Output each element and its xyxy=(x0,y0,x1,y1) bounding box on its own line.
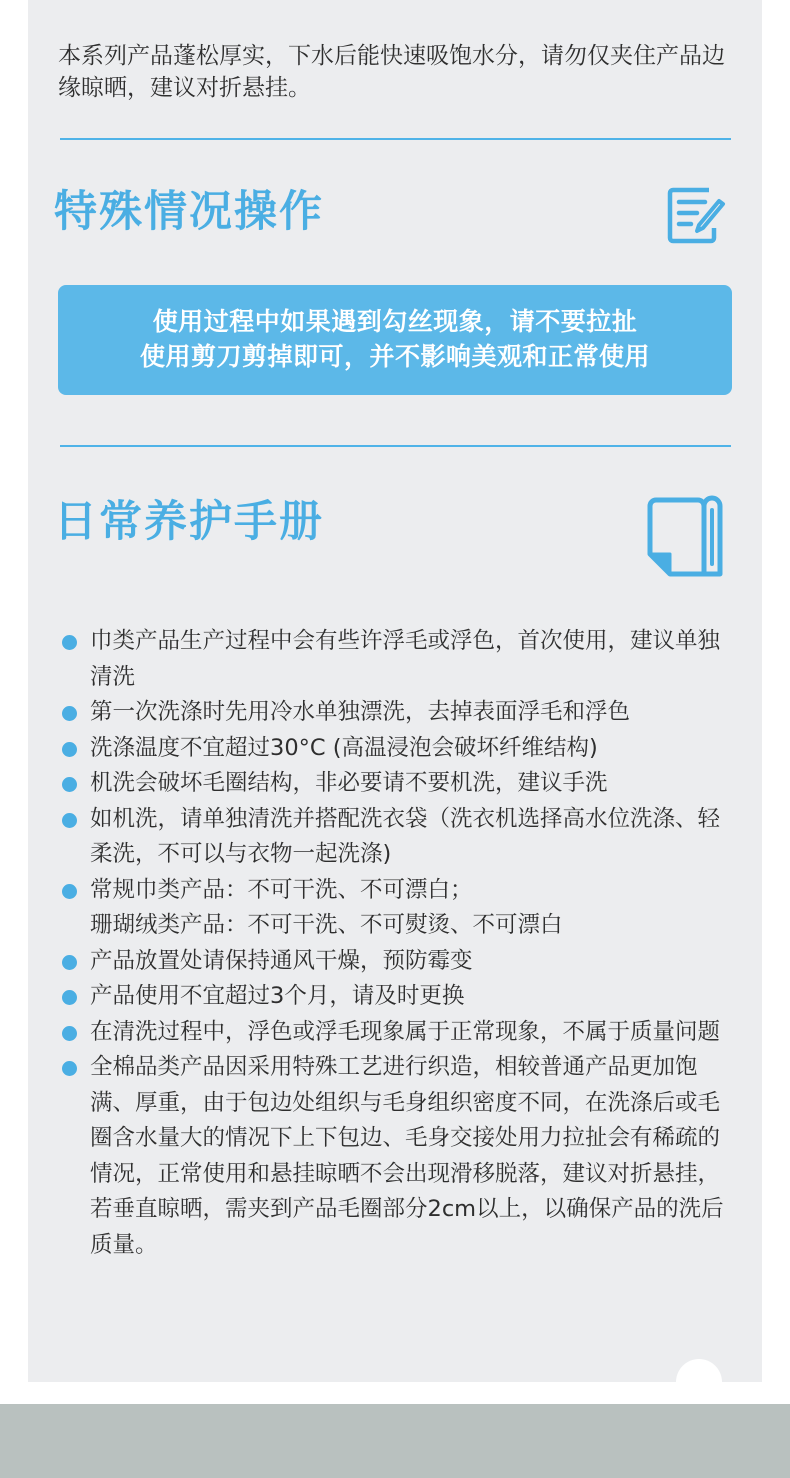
list-item: 洗涤温度不宜超过30°C (高温浸泡会破坏纤维结构) xyxy=(60,731,735,767)
intro-text: 本系列产品蓬松厚实，下水后能快速吸饱水分，请勿仅夹住产品边缘晾晒，建议对折悬挂。 xyxy=(58,43,725,101)
bullet-dot-icon xyxy=(62,955,77,970)
footer-band xyxy=(0,1404,790,1478)
bullet-dot-icon xyxy=(62,777,77,792)
divider-top xyxy=(60,138,731,140)
banner-line-1: 使用过程中如果遇到勾丝现象，请不要拉扯 xyxy=(152,307,638,336)
list-item: 巾类产品生产过程中会有些许浮毛或浮色，首次使用，建议单独清洗 xyxy=(60,624,735,695)
special-section-title: 特殊情况操作 xyxy=(54,187,324,237)
bullet-dot-icon xyxy=(62,706,77,721)
bullet-dot-icon xyxy=(62,1026,77,1041)
manual-book-icon xyxy=(646,494,732,580)
care-list xyxy=(60,624,735,1263)
scroll-top-button[interactable] xyxy=(676,1359,722,1405)
bullet-dot-icon xyxy=(62,813,77,828)
care-section-title: 日常养护手册 xyxy=(54,497,324,547)
bullet-dot-icon xyxy=(62,635,77,650)
bullet-dot-icon xyxy=(62,884,77,899)
divider-middle xyxy=(60,445,731,447)
list-item: 在清洗过程中，浮色或浮毛现象属于正常现象，不属于质量问题 xyxy=(60,1015,735,1051)
banner-line-2: 使用剪刀剪掉即可，并不影响美观和正常使用 xyxy=(139,342,650,371)
list-item: 产品放置处请保持通风干燥，预防霉变 xyxy=(60,944,735,980)
bullet-dot-icon xyxy=(62,1061,77,1076)
list-item: 常规巾类产品：不可干洗、不可漂白； 珊瑚绒类产品：不可干洗、不可熨烫、不可漂白 xyxy=(60,873,735,944)
snag-advice-banner xyxy=(58,285,732,395)
list-item: 全棉品类产品因采用特殊工艺进行织造，相较普通产品更加饱满、厚重，由于包边处组织与毛身组织密度不同，在洗涤后或毛圈含水量大的情况下上下包边、毛身交接处用力拉扯会有稀疏的情况，正常使用和悬挂晾晒不会出现滑移脱落，建议对折悬挂，若垂直晾晒，需夹到产品毛圈部分2cm以上，以确保产品的洗后质量。 xyxy=(60,1050,735,1263)
list-item: 第一次洗涤时先用冷水单独漂洗，去掉表面浮毛和浮色 xyxy=(60,695,735,731)
list-item: 如机洗，请单独清洗并搭配洗衣袋（洗衣机选择高水位洗涤、轻柔洗，不可以与衣物一起洗涤) xyxy=(60,802,735,873)
edit-note-icon xyxy=(665,180,731,246)
list-item: 机洗会破坏毛圈结构，非必要请不要机洗，建议手洗 xyxy=(60,766,735,802)
list-item: 产品使用不宜超过3个月，请及时更换 xyxy=(60,979,735,1015)
bullet-dot-icon xyxy=(62,742,77,757)
bullet-dot-icon xyxy=(62,990,77,1005)
